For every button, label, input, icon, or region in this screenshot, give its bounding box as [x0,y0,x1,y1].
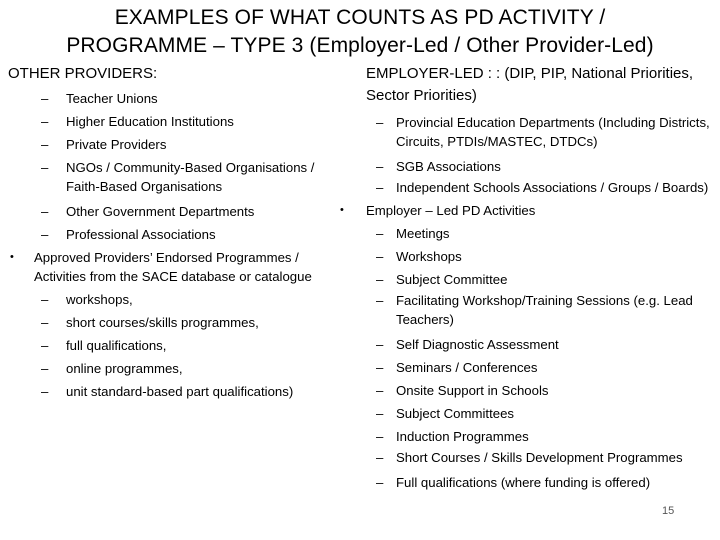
other-providers-column [8,63,338,403]
slide-title-line-1: EXAMPLES OF WHAT COUNTS AS PD ACTIVITY / [114,6,606,29]
list-item [8,158,338,196]
list-item [8,380,338,403]
dash-icon: – [376,159,384,174]
list-item [338,155,720,178]
list-item [338,379,720,402]
dash-icon: – [376,450,384,465]
list-item-text: unit standard-based part qualifications) [66,384,294,399]
bullet-icon: • [340,204,344,216]
list-item-text: Subject Committees [396,406,514,421]
dash-icon: – [376,272,384,287]
list-item [338,448,720,467]
list-item [8,200,338,223]
list-item-text: online programmes, [66,361,183,376]
dash-icon: – [41,204,49,219]
list-item-text: Independent Schools Associations / Groups / Boards) [396,180,709,195]
list-item-text: Full qualifications (where funding is offered) [396,475,651,490]
list-item [338,222,720,245]
dash-icon: – [376,226,384,241]
page-number: 15 [662,505,675,517]
list-item-text: Onsite Support in Schools [396,383,549,398]
dash-icon: – [41,137,49,152]
list-item-text: Provincial Education Departments (Including Districts, Circuits, PTDIs/MASTEC, DTDCs) [396,115,710,149]
list-item [338,333,720,356]
other-providers-heading: OTHER PROVIDERS: [8,65,158,82]
list-item [338,402,720,425]
list-item-text: NGOs / Community-Based Organisations / Faith-Based Organisations [66,160,315,194]
dash-icon: – [41,227,49,242]
list-item-text: full qualifications, [66,338,167,353]
dash-icon: – [376,180,384,195]
dash-icon: – [376,337,384,352]
dash-icon: – [41,160,49,175]
bullet-text: Employer – Led PD Activities [366,203,536,218]
list-item-text: Other Government Departments [66,204,255,219]
dash-icon: – [376,249,384,264]
list-item-text: Subject Committee [396,272,508,287]
list-item [338,245,720,268]
dash-icon: – [376,115,384,130]
dash-icon: – [41,315,49,330]
list-item-text: Higher Education Institutions [66,114,234,129]
dash-icon: – [376,383,384,398]
list-item [8,357,338,380]
list-item [338,268,720,291]
list-item-text: Meetings [396,226,450,241]
list-item [8,110,338,133]
list-item-text: Workshops [396,249,462,264]
list-item-text: Seminars / Conferences [396,360,538,375]
dash-icon: – [376,429,384,444]
dash-icon: – [41,91,49,106]
list-item-text: workshops, [66,292,133,307]
list-item [8,133,338,156]
dash-icon: – [376,475,384,490]
list-item [8,87,338,110]
list-item [338,113,720,151]
dash-icon: – [41,384,49,399]
dash-icon: – [376,293,384,308]
dash-icon: – [41,361,49,376]
list-item-text: Self Diagnostic Assessment [396,337,559,352]
list-item [338,291,720,329]
list-item-text: Short Courses / Skills Development Programmes [396,450,683,465]
bullet-icon: • [10,251,14,263]
dash-icon: – [41,292,49,307]
dash-icon: – [376,360,384,375]
list-item-text: Induction Programmes [396,429,529,444]
list-item-text: Facilitating Workshop/Training Sessions (e.g. Lead Teachers) [396,293,693,327]
list-item-text: short courses/skills programmes, [66,315,259,330]
list-item [338,471,720,494]
list-item [338,425,720,448]
list-item [8,334,338,357]
employer-led-heading: EMPLOYER-LED : : (DIP, PIP, National Priorities, Sector Priorities) [366,65,694,104]
list-item [338,356,720,379]
dash-icon: – [376,406,384,421]
list-item-text: Private Providers [66,137,167,152]
approved-providers-bullet [8,248,338,286]
employer-led-activities-bullet [338,201,720,220]
dash-icon: – [41,114,49,129]
slide-title [0,4,720,60]
list-item-text: Teacher Unions [66,91,158,106]
list-item [338,178,720,197]
dash-icon: – [41,338,49,353]
slide-title-line-2: PROGRAMME – TYPE 3 (Employer-Led / Other Provider-Led) [66,34,654,57]
list-item-text: SGB Associations [396,159,501,174]
list-item [8,288,338,311]
employer-led-column [338,63,720,494]
list-item [8,223,338,246]
list-item-text: Professional Associations [66,227,216,242]
list-item [8,311,338,334]
bullet-text: Approved Providers’ Endorsed Programmes / Activities from the SACE database or catalogue [34,250,312,284]
